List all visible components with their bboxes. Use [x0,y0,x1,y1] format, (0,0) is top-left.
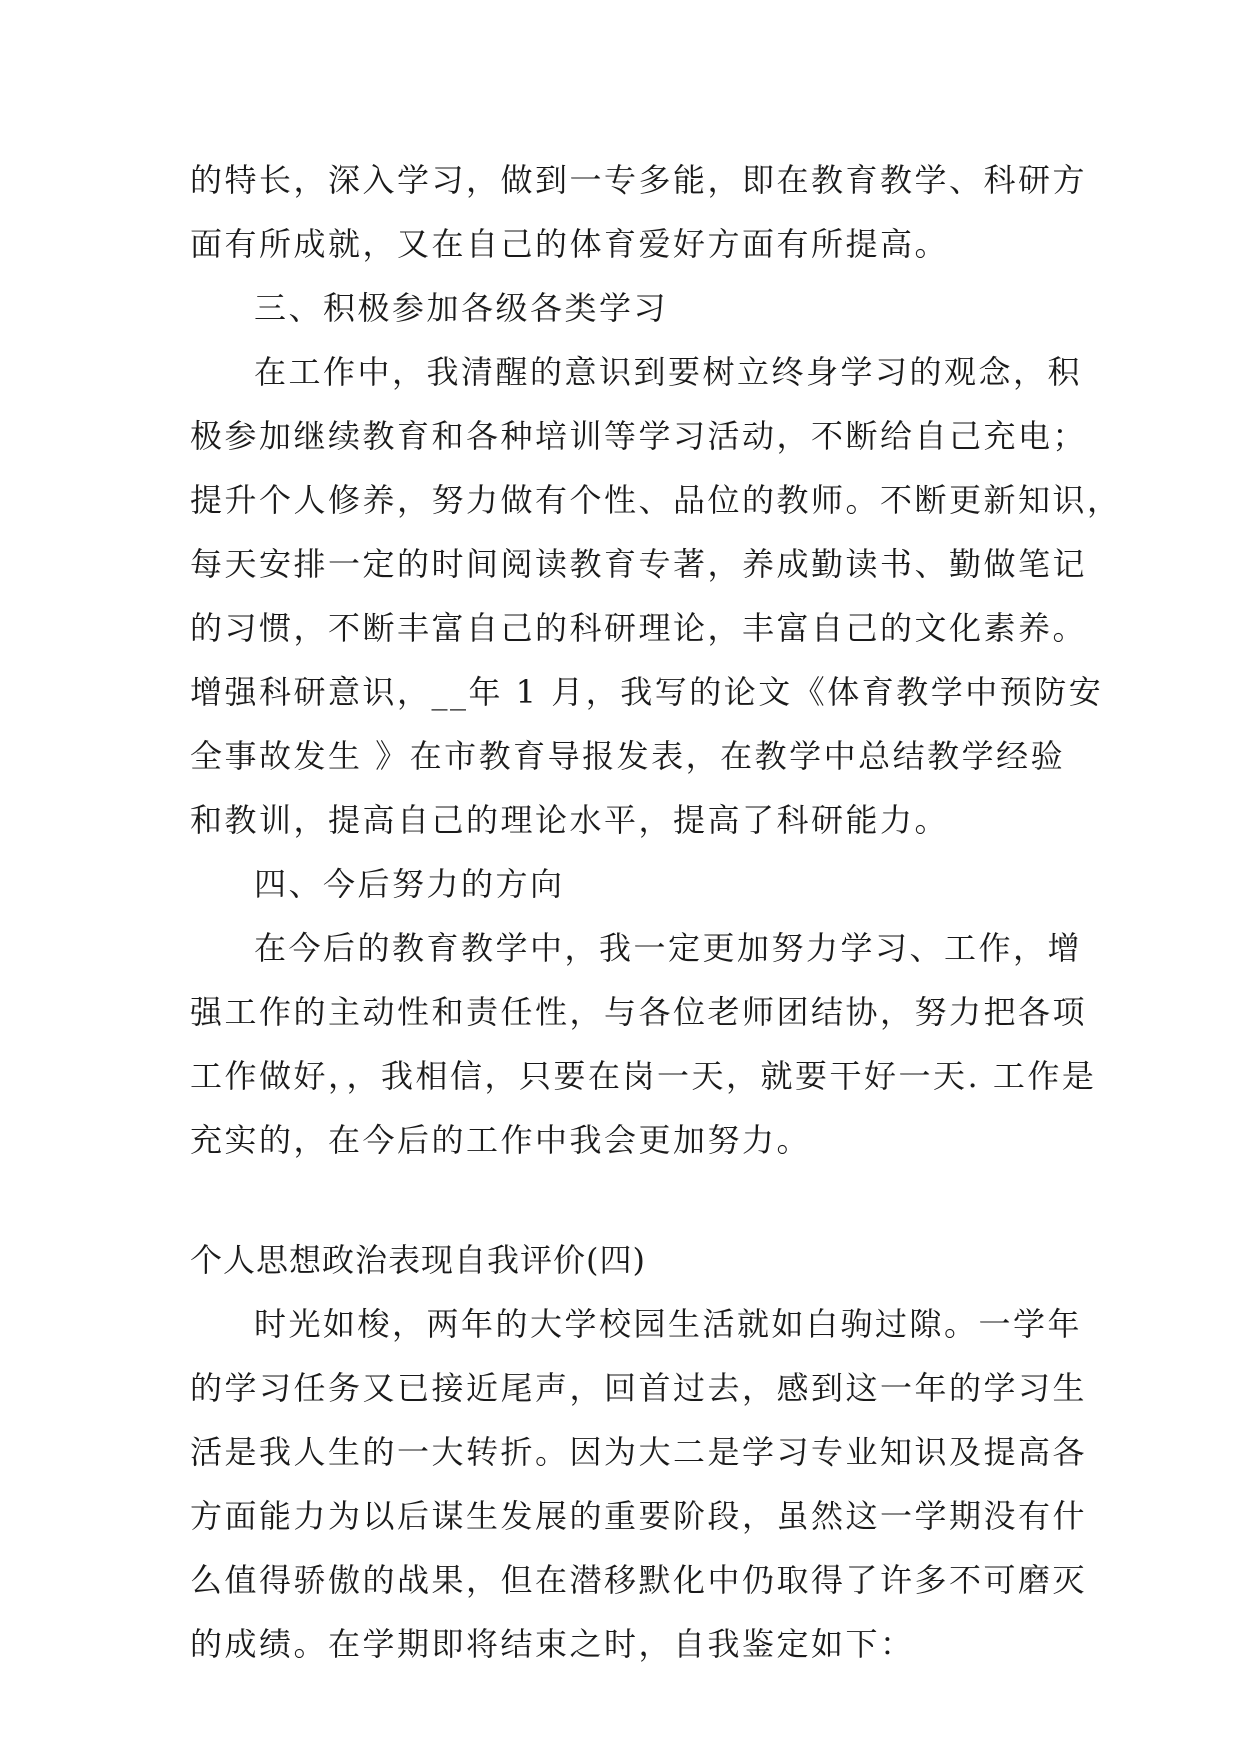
paragraph-line: 的学习任务又已接近尾声，回首过去，感到这一年的学习生 [190,1369,1088,1407]
paragraph-line: 活是我人生的一大转折。因为大二是学习专业知识及提高各 [190,1433,1088,1471]
paragraph-line: 强工作的主动性和责任性，与各位老师团结协，努力把各项 [190,993,1088,1031]
paragraph-line: 工作做好，，我相信，只要在岗一天，就要干好一天. 工作是 [190,1057,1097,1095]
paragraph-line: 在今后的教育教学中，我一定更加努力学习、工作，增 [254,929,1083,967]
paragraph-line: 每天安排一定的时间阅读教育专著，养成勤读书、勤做笔记 [190,545,1088,583]
document-title: 个人思想政治表现自我评价(四) [190,1241,646,1279]
paragraph-line: 面有所成就，又在自己的体育爱好方面有所提高。 [190,225,950,263]
paragraph-line: 全事故发生 》在市教育导报发表，在教学中总结教学经验 [190,737,1066,775]
paragraph-line: 的特长，深入学习，做到一专多能，即在教育教学、科研方 [190,161,1088,199]
paragraph-line: 提升个人修养，努力做有个性、品位的教师。不断更新知识， [190,481,1122,519]
section-heading: 四、今后努力的方向 [254,865,565,903]
paragraph-line: 在工作中，我清醒的意识到要树立终身学习的观念，积 [254,353,1083,391]
paragraph-line: 方面能力为以后谋生发展的重要阶段，虽然这一学期没有什 [190,1497,1088,1535]
paragraph-line: 么值得骄傲的战果，但在潜移默化中仍取得了许多不可磨灭 [190,1561,1088,1599]
paragraph-line: 时光如梭，两年的大学校园生活就如白驹过隙。一学年 [254,1305,1083,1343]
paragraph-line: 和教训，提高自己的理论水平，提高了科研能力。 [190,801,950,839]
paragraph-line: 的习惯，不断丰富自己的科研理论，丰富自己的文化素养。 [190,609,1088,647]
paragraph-line: 增强科研意识，__年 1 月，我写的论文《体育教学中预防安 [190,673,1104,711]
section-heading: 三、积极参加各级各类学习 [254,289,669,327]
paragraph-line: 极参加继续教育和各种培训等学习活动，不断给自己充电； [190,417,1088,455]
paragraph-line: 充实的，在今后的工作中我会更加努力。 [190,1121,812,1159]
paragraph-line: 的成绩。在学期即将结束之时，自我鉴定如下： [190,1625,915,1663]
